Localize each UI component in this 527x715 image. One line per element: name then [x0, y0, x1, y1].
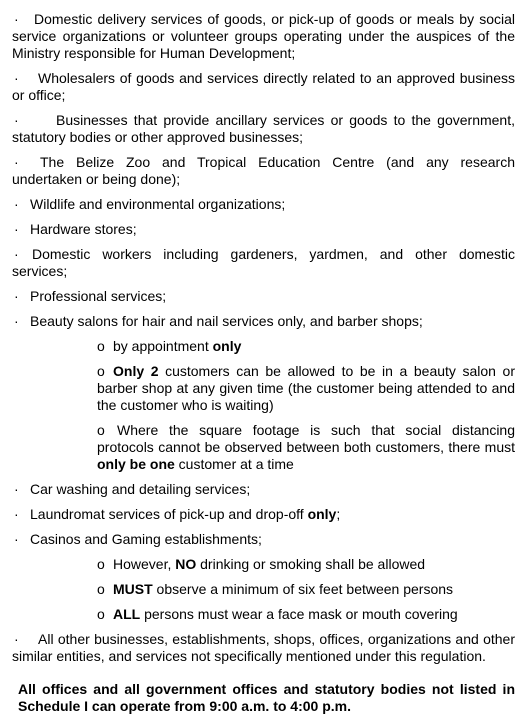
sub-text: observe a minimum of six feet between persons	[152, 581, 454, 597]
item-text: Wholesalers of goods and services directly related to an approved business or office;	[12, 70, 515, 103]
bullet: ·	[14, 154, 19, 170]
bold-text: Only 2	[113, 363, 159, 379]
item-text: Domestic workers including gardeners, yardmen, and other domestic services;	[12, 246, 515, 279]
item-text: Casinos and Gaming establishments;	[30, 531, 262, 547]
sub-list-item	[12, 422, 515, 473]
sub-text: customers can be allowed to be in a beauty salon or barber shop at any given time (the customer being attended to and the customer who is waiting)	[97, 363, 515, 413]
sub-text: However,	[113, 556, 176, 572]
bullet: ·	[14, 246, 19, 262]
list-item	[12, 196, 515, 213]
bullet: ·	[14, 481, 19, 497]
sub-list-item	[12, 581, 515, 598]
item-text: Domestic delivery services of goods, or pick-up of goods or meals by social service organizations or volunteer groups operating under the auspices of the Ministry responsible for Human Development;	[12, 11, 515, 61]
item-text: ;	[336, 506, 341, 522]
item-text: Businesses that provide ancillary services or goods to the government, statutory bodies or other approved businesses;	[12, 112, 515, 145]
list-item	[12, 70, 515, 104]
bullet: ·	[14, 506, 19, 522]
bold-text: only	[307, 506, 337, 522]
bullet: ·	[14, 313, 19, 329]
sub-bullet: o	[97, 556, 105, 572]
list-item	[12, 506, 515, 523]
list-item	[12, 154, 515, 188]
sub-bullet: o	[97, 338, 105, 354]
sub-list-item	[12, 556, 515, 573]
sub-bullet: o	[97, 606, 105, 622]
list-item	[12, 531, 515, 548]
sub-text: persons must wear a face mask or mouth covering	[140, 606, 458, 622]
list-item	[12, 288, 515, 305]
bullet: ·	[14, 531, 19, 547]
list-item	[12, 221, 515, 238]
item-text: Hardware stores;	[30, 221, 137, 237]
item-text: Beauty salons for hair and nail services only, and barber shops;	[30, 313, 423, 329]
item-text: Laundromat services of pick-up and drop-off	[30, 506, 308, 522]
bold-text: ALL	[113, 606, 141, 622]
sub-text: Where the square footage is such that social distancing protocols cannot be observed between both customers, there must	[97, 422, 515, 455]
sub-text: drinking or smoking shall be allowed	[196, 556, 426, 572]
list-item	[12, 11, 515, 62]
list-item	[12, 246, 515, 280]
list-item	[12, 481, 515, 498]
sub-list-item	[12, 606, 515, 623]
bold-text: NO	[175, 556, 197, 572]
item-text: All other businesses, establishments, shops, offices, organizations and other similar entities, and services not specifically mentioned under this regulation.	[12, 631, 515, 664]
bullet: ·	[14, 288, 19, 304]
bullet: ·	[14, 196, 19, 212]
item-text: Car washing and detailing services;	[30, 481, 251, 497]
sub-list-item	[12, 363, 515, 414]
sub-text: customer at a time	[174, 456, 294, 472]
bullet: ·	[14, 11, 19, 27]
item-text: The Belize Zoo and Tropical Education Centre (and any research undertaken or being done);	[12, 154, 515, 187]
sub-text: by appointment	[113, 338, 213, 354]
list-item	[12, 112, 515, 146]
bullet: ·	[14, 631, 19, 647]
bullet: ·	[14, 70, 19, 86]
bullet: ·	[14, 112, 19, 128]
list-item	[12, 313, 515, 330]
bold-text: only	[212, 338, 242, 354]
closing-statement: All offices and all government offices and statutory bodies not listed in Schedule I can operate from 9:00 a.m. to 4:00 p.m.	[18, 681, 515, 714]
bullet: ·	[14, 221, 19, 237]
sub-bullet: o	[97, 581, 105, 597]
sub-bullet: o	[97, 363, 105, 379]
item-text: Professional services;	[30, 288, 167, 304]
list-item	[12, 631, 515, 665]
bold-text: MUST	[113, 581, 153, 597]
sub-bullet: o	[97, 422, 105, 438]
item-text: Wildlife and environmental organizations;	[30, 196, 286, 212]
sub-list-item	[12, 338, 515, 355]
bold-text: only be one	[97, 456, 175, 472]
